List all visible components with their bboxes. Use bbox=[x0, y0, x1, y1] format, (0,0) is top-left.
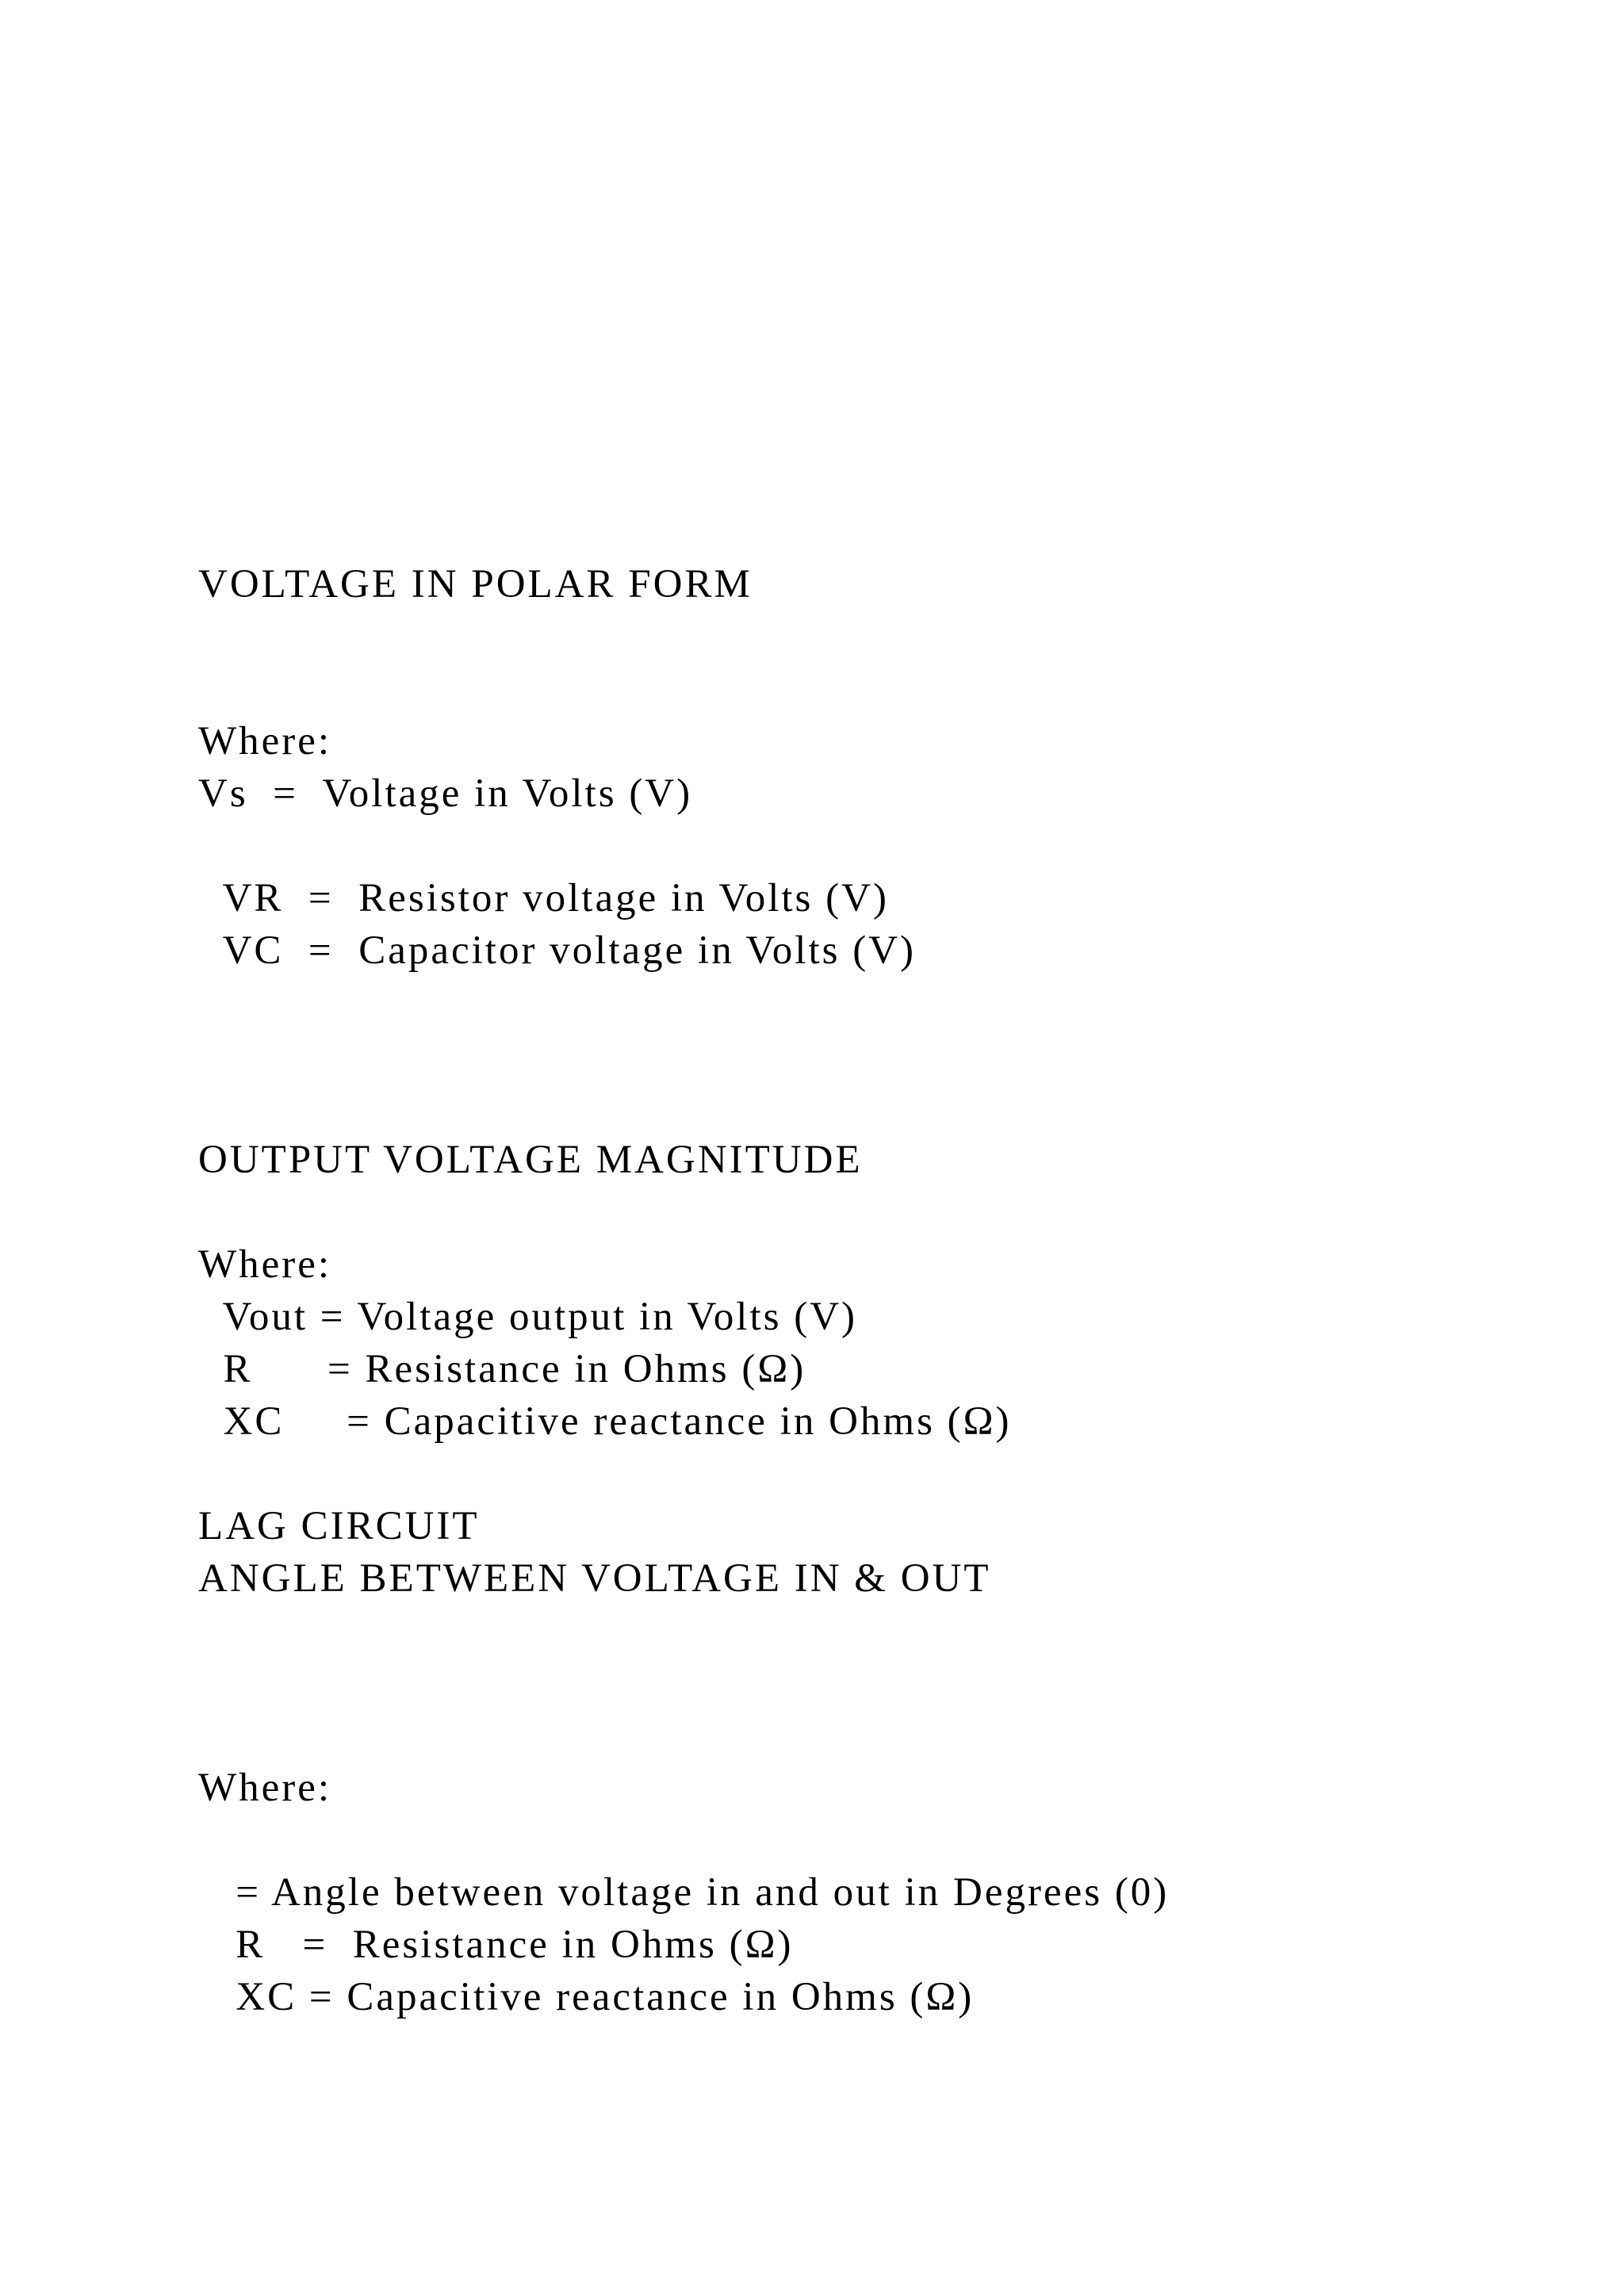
heading-voltage-polar-form: VOLTAGE IN POLAR FORM bbox=[198, 562, 753, 607]
definition-xc-output: XC = Capacitive reactance in Ohms (Ω) bbox=[198, 1399, 1012, 1444]
definition-vout: Vout = Voltage output in Volts (V) bbox=[198, 1295, 858, 1339]
definition-angle: = Angle between voltage in and out in Degrees (0) bbox=[198, 1870, 1170, 1915]
where-label-lag: Where: bbox=[198, 1766, 332, 1810]
definition-vr: VR = Resistor voltage in Volts (V) bbox=[198, 876, 889, 920]
definition-xc-lag: XC = Capacitive reactance in Ohms (Ω) bbox=[198, 1975, 975, 2019]
definition-vs: Vs = Voltage in Volts (V) bbox=[198, 771, 693, 816]
definition-vc: VC = Capacitor voltage in Volts (V) bbox=[198, 928, 917, 973]
heading-lag-circuit: LAG CIRCUIT bbox=[198, 1504, 480, 1548]
heading-angle-between-voltage: ANGLE BETWEEN VOLTAGE IN & OUT bbox=[198, 1556, 991, 1601]
where-label-polar: Where: bbox=[198, 719, 332, 763]
definition-r-lag: R = Resistance in Ohms (Ω) bbox=[198, 1923, 794, 1967]
heading-output-voltage-magnitude: OUTPUT VOLTAGE MAGNITUDE bbox=[198, 1138, 863, 1182]
definition-r-output: R = Resistance in Ohms (Ω) bbox=[198, 1347, 806, 1391]
where-label-output: Where: bbox=[198, 1242, 332, 1287]
